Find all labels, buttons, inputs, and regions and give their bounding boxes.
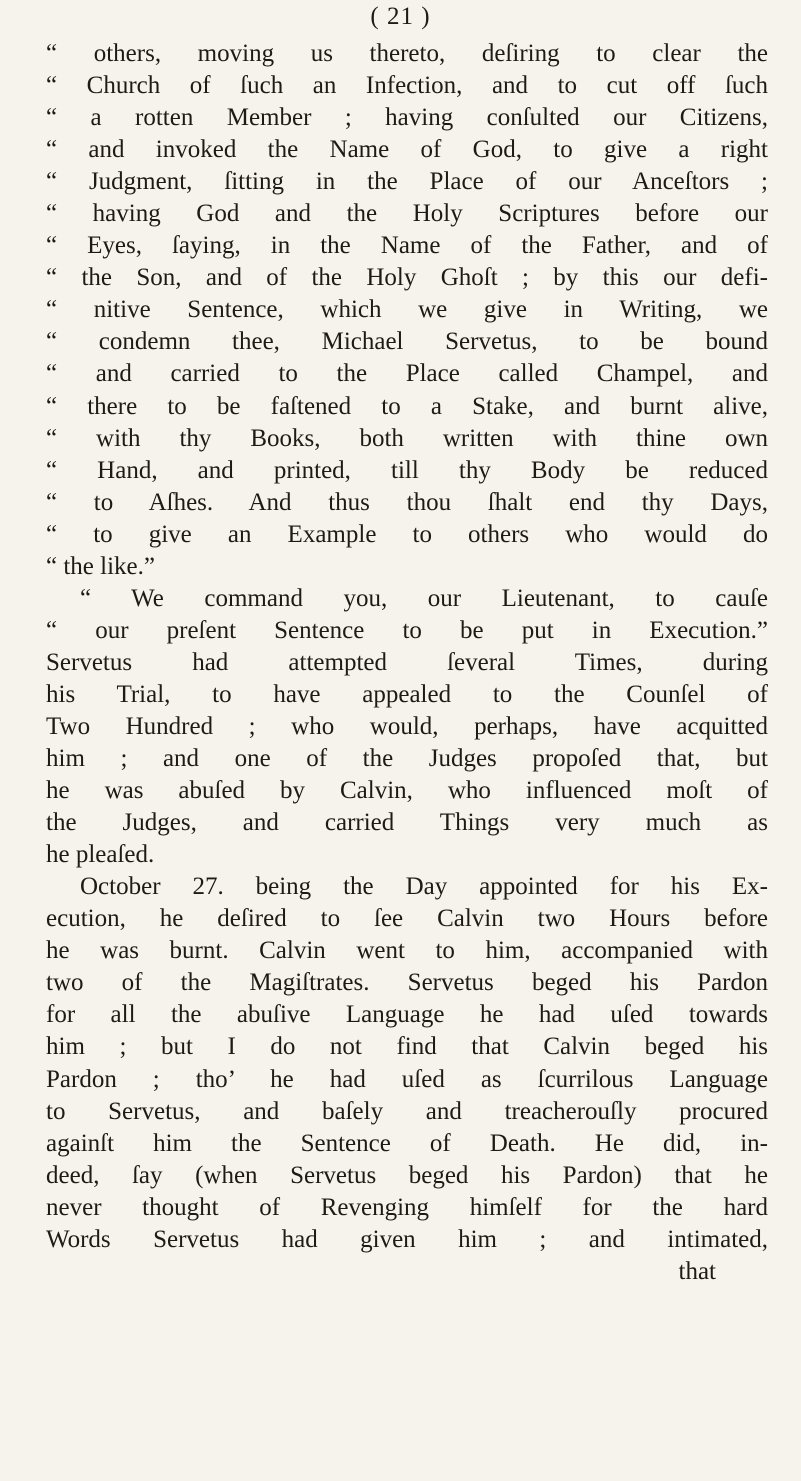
text-line <box>46 294 768 326</box>
text-line-content: October 27. being the Day appointed for his Ex- <box>80 873 768 901</box>
text-line-content: Words Servetus had given him ; and intimated, <box>46 1225 768 1253</box>
text-line-content: “ to Aſhes. And thus thou ſhalt end thy Days, <box>46 488 768 516</box>
text-line <box>46 967 768 999</box>
text-line-content: “ there to be faſtened to a Stake, and burnt alive, <box>46 392 768 420</box>
text-line <box>46 391 768 423</box>
text-line-content: “ with thy Books, both written with thine own <box>46 424 768 452</box>
text-line <box>46 711 768 743</box>
text-line <box>46 743 768 775</box>
text-line-content: “ a rotten Member ; having conſulted our Citizens, <box>46 104 768 132</box>
text-line-content: “ Judgment, ſitting in the Place of our Anceſtors ; <box>46 168 768 196</box>
text-line <box>46 839 768 871</box>
text-line-content: “ Hand, and printed, till thy Body be reduced <box>46 456 768 484</box>
text-line <box>46 1128 768 1160</box>
text-line <box>46 70 768 102</box>
text-line <box>46 679 768 711</box>
text-line <box>46 1256 768 1288</box>
text-line-content: him ; and one of the Judges propoſed that, but <box>46 745 768 773</box>
text-line-content: “ We command you, our Lieutenant, to cauſe <box>80 584 768 612</box>
text-line <box>46 775 768 807</box>
text-line <box>46 1224 768 1256</box>
text-line-content: “ Eyes, ſaying, in the Name of the Father, and of <box>46 232 768 260</box>
text-line-content: deed, ſay (when Servetus beged his Pardon) that he <box>46 1161 768 1189</box>
text-line <box>46 262 768 294</box>
text-line <box>46 519 768 551</box>
text-line <box>46 102 768 134</box>
text-line <box>46 615 768 647</box>
text-line-content: he pleaſed. <box>46 841 155 869</box>
text-line <box>46 358 768 390</box>
text-line <box>46 1096 768 1128</box>
text-line-content: his Trial, to have appealed to the Counſel of <box>46 680 768 708</box>
text-line <box>46 647 768 679</box>
text-line-content: two of the Magiſtrates. Servetus beged his Pardon <box>46 969 768 997</box>
text-line-content: to Servetus, and baſely and treacherouſly procured <box>46 1097 768 1125</box>
text-line-content: “ the like.” <box>46 552 155 580</box>
text-line <box>46 198 768 230</box>
text-line-content: “ nitive Sentence, which we give in Writing, we <box>46 296 768 324</box>
text-line <box>46 583 768 615</box>
text-line <box>46 999 768 1031</box>
text-line <box>46 166 768 198</box>
text-line <box>46 423 768 455</box>
text-line <box>46 1031 768 1063</box>
text-line <box>46 807 768 839</box>
body-text <box>46 38 768 1288</box>
text-line <box>46 230 768 262</box>
text-line <box>46 903 768 935</box>
text-line-content: “ and invoked the Name of God, to give a right <box>46 136 768 164</box>
text-line <box>46 871 768 903</box>
text-line <box>46 134 768 166</box>
text-line-content: “ others, moving us thereto, deſiring to clear the <box>46 40 768 67</box>
text-line-content: him ; but I do not find that Calvin beged his <box>46 1033 768 1061</box>
text-line <box>46 487 768 519</box>
text-line-content: the Judges, and carried Things very much as <box>46 809 768 837</box>
text-line <box>46 1192 768 1224</box>
text-line <box>46 935 768 967</box>
text-line-content: for all the abuſive Language he had uſed towards <box>46 1001 768 1029</box>
text-line-content: Servetus had attempted ſeveral Times, during <box>46 648 768 676</box>
text-line <box>46 455 768 487</box>
text-line-content: “ the Son, and of the Holy Ghoſt ; by this our defi- <box>46 264 768 292</box>
text-line-content: never thought of Revenging himſelf for the hard <box>46 1193 768 1221</box>
text-line-content: “ condemn thee, Michael Servetus, to be bound <box>46 328 768 356</box>
text-line-content: he was abuſed by Calvin, who influenced moſt of <box>46 777 768 805</box>
text-line <box>46 551 768 583</box>
text-line-content: Two Hundred ; who would, perhaps, have acquitted <box>46 712 768 740</box>
text-line-content: that <box>678 1257 716 1285</box>
text-line <box>46 326 768 358</box>
page-number: ( 21 ) <box>370 3 431 30</box>
text-line-content: “ and carried to the Place called Champel, and <box>46 360 768 388</box>
text-line-content: “ our preſent Sentence to be put in Execution.” <box>46 616 768 644</box>
text-line-content: “ having God and the Holy Scriptures before our <box>46 200 768 228</box>
text-line <box>46 38 768 70</box>
text-line-content: “ to give an Example to others who would do <box>46 520 768 548</box>
text-line-content: “ Church of ſuch an Infection, and to cut off ſuch <box>46 72 768 100</box>
text-line-content: againſt him the Sentence of Death. He did, in- <box>46 1129 768 1157</box>
text-line <box>46 1160 768 1192</box>
text-line-content: ecution, he deſired to ſee Calvin two Hours before <box>46 905 768 933</box>
text-line-content: Pardon ; tho’ he had uſed as ſcurrilous Language <box>46 1065 768 1093</box>
text-line-content: he was burnt. Calvin went to him, accompanied with <box>46 937 768 965</box>
text-line <box>46 1064 768 1096</box>
